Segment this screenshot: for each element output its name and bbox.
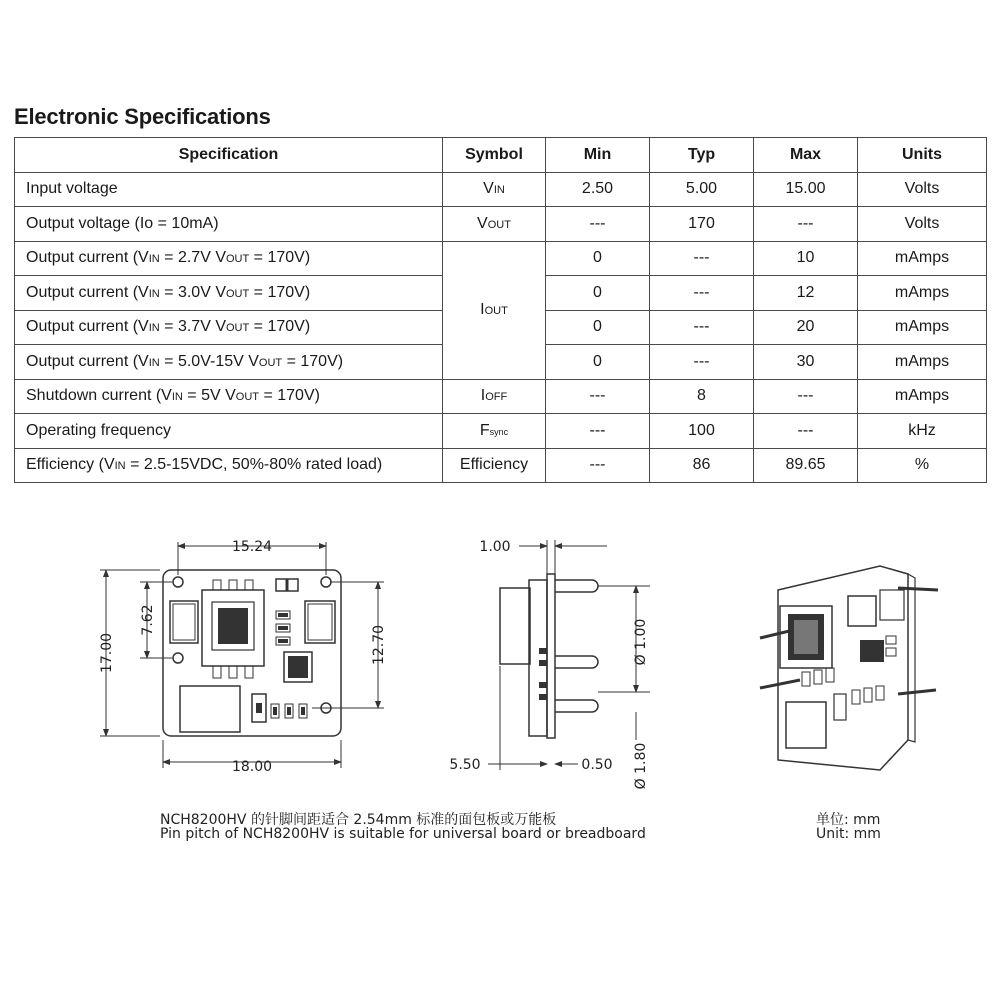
spec-cell: Operating frequency [15, 414, 443, 449]
spec-cell: Input voltage [15, 172, 443, 207]
symbol-main: F [479, 421, 490, 439]
unit-label-english: Unit: mm [816, 826, 881, 842]
spec-text: = 2.7V V [159, 249, 226, 267]
dim-height-left-label: 17.00 [99, 632, 115, 674]
spec-text: = 2.5-15VDC, 50%-80% rated load) [125, 456, 383, 474]
min-cell: --- [546, 207, 650, 242]
dim-gap-label: 0.50 [581, 757, 613, 773]
symbol-cell-iout [443, 241, 546, 379]
spec-text: = 170V) [249, 318, 311, 336]
typ-cell: --- [650, 241, 754, 276]
side-view-labels [449, 539, 649, 789]
symbol-cell [443, 207, 546, 242]
dim-width-top-label: 15.24 [231, 539, 273, 555]
dim-pin-offset-label: 7.62 [140, 604, 156, 636]
isometric-module-drawing [760, 566, 938, 770]
symbol-cell [443, 414, 546, 449]
spec-text: = 5.0V-15V V [159, 352, 259, 370]
max-cell: --- [754, 207, 858, 242]
spec-text: = 170V) [249, 249, 311, 267]
spec-cell [15, 276, 443, 311]
side-view-drawing [488, 540, 650, 770]
spec-cell: Output voltage (Io = 10mA) [15, 207, 443, 242]
header-typ: Typ [650, 138, 754, 173]
symbol-sub: IN [493, 184, 505, 197]
spec-subscript: IN [148, 356, 160, 369]
table-row [15, 241, 987, 276]
typ-cell: --- [650, 276, 754, 311]
spec-subscript: OUT [235, 391, 260, 404]
symbol-cell [443, 379, 546, 414]
units-cell: Volts [858, 172, 987, 207]
header-specification: Specification [15, 138, 443, 173]
symbol-cell: Efficiency [443, 448, 546, 483]
spec-subscript: IN [114, 460, 126, 473]
min-cell: --- [546, 448, 650, 483]
dim-depth-label: 5.50 [449, 757, 481, 773]
spec-subscript: OUT [225, 253, 250, 266]
max-cell: 10 [754, 241, 858, 276]
spec-cell [15, 310, 443, 345]
symbol-sub: sync [489, 426, 509, 437]
pin-hole [321, 577, 331, 587]
min-cell: 0 [546, 310, 650, 345]
section-title: Electronic Specifications [14, 104, 271, 129]
caption-chinese: NCH8200HV 的针脚间距适合 2.54mm 标准的面包板或万能板 [160, 812, 557, 828]
spec-subscript: OUT [225, 322, 250, 335]
max-cell: 15.00 [754, 172, 858, 207]
spec-text: Output current (V [26, 283, 149, 301]
iso-capacitor [786, 702, 826, 748]
top-view-labels [99, 539, 387, 775]
spec-cell [15, 241, 443, 276]
top-view-drawing [100, 542, 384, 768]
spec-subscript: IN [148, 253, 160, 266]
inductor-right [305, 601, 335, 643]
units-cell: mAmps [858, 345, 987, 380]
max-cell: 12 [754, 276, 858, 311]
typ-cell: 8 [650, 379, 754, 414]
spec-subscript: IN [171, 391, 183, 404]
spec-text: Shutdown current (V [26, 387, 172, 405]
side-transformer [500, 588, 530, 664]
symbol-sub: OFF [485, 391, 508, 404]
spec-text: = 170V) [259, 387, 320, 405]
max-cell: --- [754, 414, 858, 449]
spec-text: = 3.0V V [159, 283, 226, 301]
pin-hole [173, 653, 183, 663]
min-cell: 0 [546, 276, 650, 311]
table-row [15, 379, 987, 414]
typ-cell: --- [650, 345, 754, 380]
spec-subscript: IN [148, 322, 160, 335]
units-cell: % [858, 448, 987, 483]
mechanical-drawings [0, 520, 1000, 820]
max-cell: 89.65 [754, 448, 858, 483]
units-cell: mAmps [858, 310, 987, 345]
unit-label-chinese: 单位: mm [816, 812, 881, 828]
dim-height-right-label: 12.70 [371, 624, 387, 666]
side-pin [555, 700, 598, 712]
iso-ic-chip [860, 640, 884, 662]
spec-text: = 5V V [182, 387, 236, 405]
table-row [15, 207, 987, 242]
min-cell: --- [546, 379, 650, 414]
side-pin [555, 656, 598, 668]
specifications-table [14, 137, 987, 483]
spec-subscript: OUT [225, 287, 250, 300]
spec-text: = 170V) [249, 283, 311, 301]
dim-thickness-label: 1.00 [479, 539, 511, 555]
side-pin [555, 580, 598, 592]
symbol-main: I [480, 301, 485, 318]
typ-cell: 100 [650, 414, 754, 449]
caption-english: Pin pitch of NCH8200HV is suitable for universal board or breadboard [160, 826, 646, 842]
symbol-main: V [483, 180, 494, 198]
symbol-sub: OUT [487, 218, 511, 231]
typ-cell: 170 [650, 207, 754, 242]
table-header-row [15, 138, 987, 173]
spec-text: = 3.7V V [159, 318, 226, 336]
spec-text: Output current (V [26, 249, 149, 267]
typ-cell: 86 [650, 448, 754, 483]
max-cell: 30 [754, 345, 858, 380]
table-row [15, 172, 987, 207]
min-cell: --- [546, 414, 650, 449]
min-cell: 0 [546, 345, 650, 380]
capacitor-block [180, 686, 240, 732]
pin-hole [173, 577, 183, 587]
side-components [529, 580, 547, 736]
table-row [15, 448, 987, 483]
units-cell: Volts [858, 207, 987, 242]
spec-cell [15, 379, 443, 414]
header-units: Units [858, 138, 987, 173]
units-cell: kHz [858, 414, 987, 449]
max-cell: --- [754, 379, 858, 414]
spec-subscript: IN [148, 287, 160, 300]
dim-width-bottom-label: 18.00 [231, 759, 273, 775]
symbol-main: I [480, 387, 486, 405]
spec-text: Output current (V [26, 352, 149, 370]
max-cell: 20 [754, 310, 858, 345]
table-row [15, 414, 987, 449]
min-cell: 2.50 [546, 172, 650, 207]
header-min: Min [546, 138, 650, 173]
header-symbol: Symbol [443, 138, 546, 173]
symbol-main: V [477, 214, 488, 232]
spec-cell [15, 345, 443, 380]
typ-cell: --- [650, 310, 754, 345]
header-max: Max [754, 138, 858, 173]
spec-cell [15, 448, 443, 483]
min-cell: 0 [546, 241, 650, 276]
units-cell: mAmps [858, 276, 987, 311]
units-cell: mAmps [858, 379, 987, 414]
spec-text: = 170V) [282, 352, 344, 370]
symbol-sub: OUT [484, 305, 508, 317]
side-pcb [547, 574, 555, 738]
spec-text: Output current (V [26, 318, 149, 336]
dim-pin-diameter-label: Ø 1.00 [633, 618, 649, 666]
dim-hole-diameter-label: Ø 1.80 [633, 742, 649, 790]
units-cell: mAmps [858, 241, 987, 276]
symbol-cell [443, 172, 546, 207]
typ-cell: 5.00 [650, 172, 754, 207]
inductor-left [170, 601, 198, 643]
spec-subscript: OUT [258, 356, 283, 369]
iso-inductor [848, 596, 876, 626]
spec-text: Efficiency (V [26, 456, 115, 474]
